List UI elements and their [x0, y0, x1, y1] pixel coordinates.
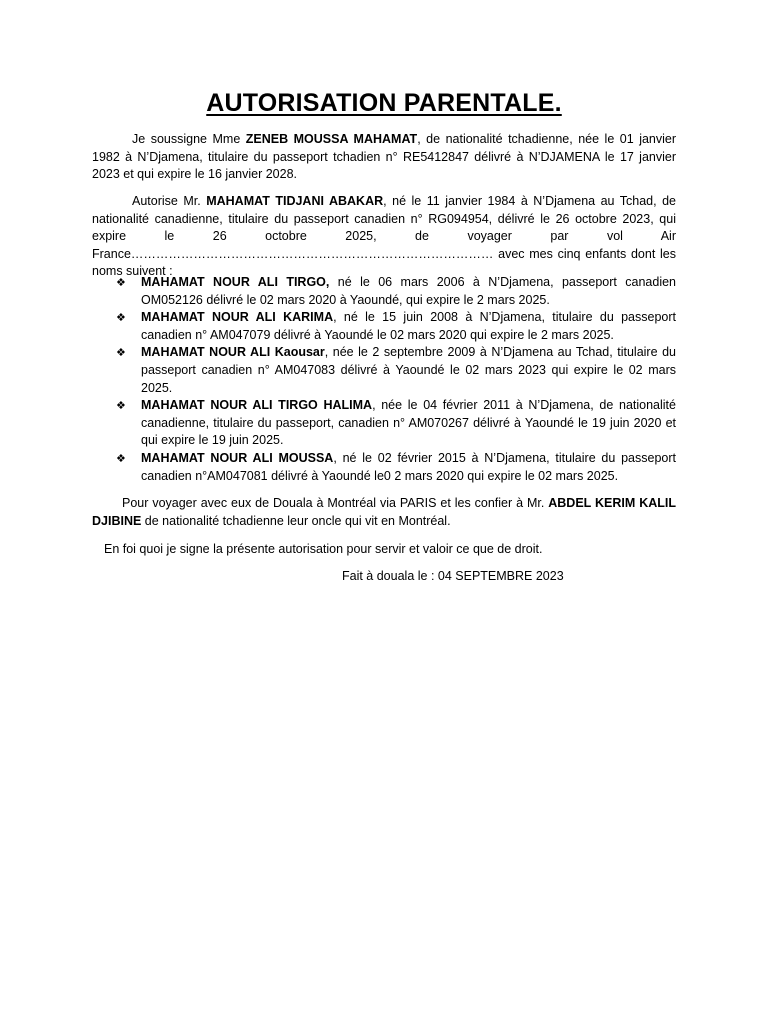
signature-place-date: Fait à douala le : 04 SEPTEMBRE 2023	[342, 569, 564, 583]
declarant-name: ZENEB MOUSSA MAHAMAT	[245, 132, 418, 146]
child-name: MAHAMAT NOUR ALI KARIMA	[141, 310, 334, 325]
diamond-bullet-icon: ❖	[116, 399, 126, 413]
authorization-intro: Autorise Mr.	[132, 194, 207, 208]
document-title: AUTORISATION PARENTALE.	[206, 89, 562, 117]
authorized-person-name: MAHAMAT TIDJANI ABAKAR	[206, 194, 384, 208]
diamond-bullet-icon: ❖	[116, 276, 126, 289]
declarant-paragraph	[92, 131, 676, 184]
child-list-item	[116, 450, 676, 485]
closing-text: En foi quoi je signe la présente autorisation pour servir et valoir ce que de droit.	[104, 542, 543, 556]
child-details: né le 06 mars 2006 à N’Djamena, passeport canadien OM052126 délivré le 02 mars 2020 à Yaoundé, qui expire le 2 mars 2025.	[141, 275, 677, 307]
diamond-bullet-icon: ❖	[116, 311, 126, 325]
closing-paragraph	[92, 541, 676, 559]
child-details: , né le 15 juin 2008 à N’Djamena, titulaire du passeport canadien n° AM047079 délivré à Yaoundé le 02 mars 2020 qui expire le 2 mars 2025.	[141, 310, 676, 342]
child-name: MAHAMAT NOUR ALI TIRGO HALIMA	[141, 398, 373, 413]
diamond-bullet-icon: ❖	[116, 346, 126, 360]
travel-intro: Pour voyager avec eux de Douala à Montréal via PARIS et les confier à Mr.	[122, 496, 549, 510]
child-name: MAHAMAT NOUR ALI TIRGO,	[141, 275, 330, 289]
declarant-details: , de nationalité tchadienne, née le 01 janvier 1982 à N’Djamena, titulaire du passeport tchadien n° RE5412847 délivré à N’DJAMENA le 17 janvier 2023 et qui expire le 16 janvier 2028.	[92, 132, 677, 182]
guardian-details: de nationalité tchadienne leur oncle qui vit en Montréal.	[141, 513, 451, 528]
authorization-paragraph	[92, 193, 676, 281]
children-list	[116, 274, 676, 485]
child-list-item	[116, 344, 676, 397]
diamond-bullet-icon: ❖	[116, 451, 126, 465]
authorization-details: , né le 11 janvier 1984 à N’Djamena au Tchad, de nationalité canadienne, titulaire du passeport canadien n° RG094954, délivré le 26 octobre 2023, qui expire le 26 octobre 2025, de voyager par vol Air France…………………………………………………………………………… avec mes cinq enfants dont les noms suivent :	[92, 194, 676, 279]
child-details: , née le 04 février 2011 à N’Djamena, de nationalité canadienne, titulaire du passeport, canadien n° AM070267 délivré à Yaoundé le 19 juin 2020 et qui expire le 19 juin 2025.	[141, 398, 676, 448]
guardian-name: ABDEL KERIM KALIL DJIBINE	[92, 496, 676, 528]
child-name: MAHAMAT NOUR ALI MOUSSA	[141, 450, 334, 465]
travel-paragraph	[92, 495, 676, 530]
child-list-item	[116, 397, 676, 450]
child-details: , née le 2 septembre 2009 à N’Djamena au Tchad, titulaire du passeport canadien n° AM047083 délivré à Yaoundé le 02 mars 2023 qui expire le 02 mars 2025.	[141, 345, 676, 395]
declarant-intro: Je soussigne Mme	[132, 132, 246, 146]
child-list-item	[116, 309, 676, 344]
child-name: MAHAMAT NOUR ALI Kaousar	[141, 345, 325, 360]
child-details: , né le 02 février 2015 à N’Djamena, titulaire du passeport canadien n°AM047081 délivré à Yaoundé le0 2 mars 2020 qui expire le 02 mars 2025.	[141, 450, 677, 483]
child-list-item	[116, 274, 676, 309]
